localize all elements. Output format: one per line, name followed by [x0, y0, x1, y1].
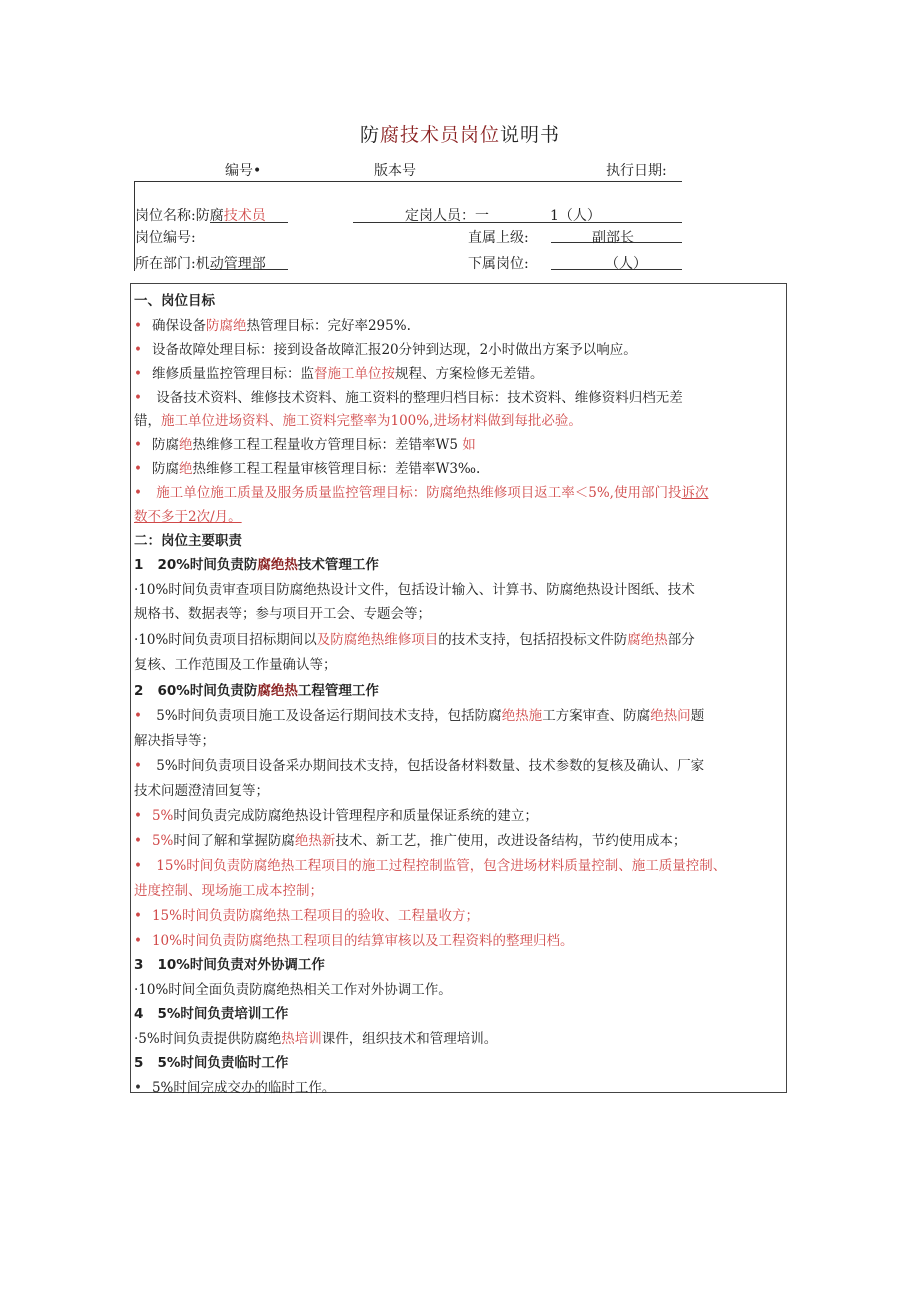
date-label: 执行日期: — [606, 163, 667, 179]
sub-label: 下属岗位: — [468, 256, 529, 272]
goal-7: • 施工单位施工质量及服务质量监控管理目标：防腐绝热维修项目返工率＜5%,使用部门投诉次 — [134, 485, 709, 501]
duty-3-line-1: ·10%时间全面负责防腐绝热相关工作对外协调工作。 — [134, 982, 452, 998]
version-label: 版本号 — [374, 163, 416, 179]
goal-6: • 防腐绝热维修工程工程量审核管理目标：差错率W3‰. — [134, 461, 481, 477]
duty-2-line-8: 进度控制、现场施工成本控制； — [134, 883, 323, 899]
page-title: 防腐技术员岗位说明书 — [359, 124, 561, 146]
post-name-row: 岗位名称:防腐技术员 — [135, 208, 266, 224]
duty-2-heading: 2 60%时间负责防腐绝热工程管理工作 — [134, 683, 379, 699]
duty-1-line-3: ·10%时间负责项目招标期间以及防腐绝热维修项目的技术支持，包括招投标文件防腐绝热部分 — [134, 632, 695, 648]
code-label: 编号• — [225, 163, 262, 179]
duty-4-line-1: ·5%时间负责提供防腐绝热培训课件，组织技术和管理培训。 — [134, 1031, 498, 1047]
section-1-heading: 一、岗位目标 — [134, 293, 215, 309]
goal-1: • 确保设备防腐绝热管理目标：完好率295%. — [134, 318, 411, 334]
duty-2-line-1: • 5%时间负责项目施工及设备运行期间技术支持，包括防腐绝热施工方案审查、防腐绝热问题 — [134, 708, 705, 724]
duty-2-line-7: • 15%时间负责防腐绝热工程项目的施工过程控制监管，包含进场材料质量控制、施工质量控制、 — [134, 858, 727, 874]
goal-5: • 防腐绝热维修工程工程量收方管理目标：差错率W5 如 — [134, 437, 476, 453]
duty-5-line-1: • 5%时间完成交办的临时工作。 — [134, 1080, 336, 1096]
post-name-underline — [210, 222, 288, 223]
duty-2-line-5: • 5%时间负责完成防腐绝热设计管理程序和质量保证系统的建立； — [134, 808, 538, 824]
duty-3-heading: 3 10%时间负责对外协调工作 — [134, 957, 325, 973]
goal-4-cont: 错，施工单位进场资料、施工资料完整率为100%,进场材料做到每批必验。 — [134, 413, 582, 429]
dept-row: 所在部门:机动管理部 — [135, 256, 266, 272]
duty-2-line-6: • 5%时间了解和掌握防腐绝热新技术、新工艺，推广使用，改进设备结构，节约使用成本； — [134, 833, 687, 849]
dept-underline — [210, 269, 288, 270]
goal-4: • 设备技术资料、维修技术资料、施工资料的整理归档目标：技术资料、维修资料归档无差 — [134, 390, 683, 406]
duty-2-line-9: • 15%时间负责防腐绝热工程项目的验收、工程量收方； — [134, 908, 479, 924]
goal-7-cont: 数不多于2次/月。 — [134, 509, 242, 525]
duty-2-line-3: • 5%时间负责项目设备采办期间技术支持，包括设备材料数量、技术参数的复核及确认、厂家 — [134, 758, 705, 774]
duty-1-line-4: 复核、工作范围及工作量确认等； — [134, 657, 337, 673]
duty-1-heading: 1 20%时间负责防腐绝热技术管理工作 — [134, 557, 379, 573]
superior-value: 副部长 — [592, 230, 634, 246]
duty-5-heading: 5 5%时间负责临时工作 — [134, 1055, 289, 1071]
meta-divider — [135, 181, 682, 182]
duty-2-line-4: 技术问题澄清回复等； — [134, 783, 269, 799]
duty-4-heading: 4 5%时间负责培训工作 — [134, 1006, 289, 1022]
sub-value: （人） — [605, 256, 647, 272]
staff-value: 1（人） — [550, 208, 601, 224]
sub-underline — [551, 269, 682, 270]
section-2-heading: 二：岗位主要职责 — [134, 533, 242, 549]
duty-1-line-1: ·10%时间负责审查项目防腐绝热设计文件，包括设计输入、计算书、防腐绝热设计图纸、技术 — [134, 582, 695, 598]
duty-1-line-2: 规格书、数据表等；参与项目开工会、专题会等； — [134, 606, 431, 622]
duty-2-line-10: • 10%时间负责防腐绝热工程项目的结算审核以及工程资料的整理归档。 — [134, 933, 574, 949]
goal-2: • 设备故障处理目标：接到设备故障汇报20分钟到达现，2小时做出方案予以响应。 — [134, 342, 637, 358]
superior-label: 直属上级: — [468, 230, 529, 246]
goal-3: • 维修质量监控管理目标：监督施工单位按规程、方案检修无差错。 — [134, 366, 544, 382]
duty-2-line-2: 解决指导等； — [134, 733, 215, 749]
post-code-label: 岗位编号: — [135, 230, 196, 246]
superior-underline — [551, 242, 682, 243]
staff-underline — [353, 222, 682, 223]
staff-label: 定岗人员：一 — [405, 208, 489, 224]
